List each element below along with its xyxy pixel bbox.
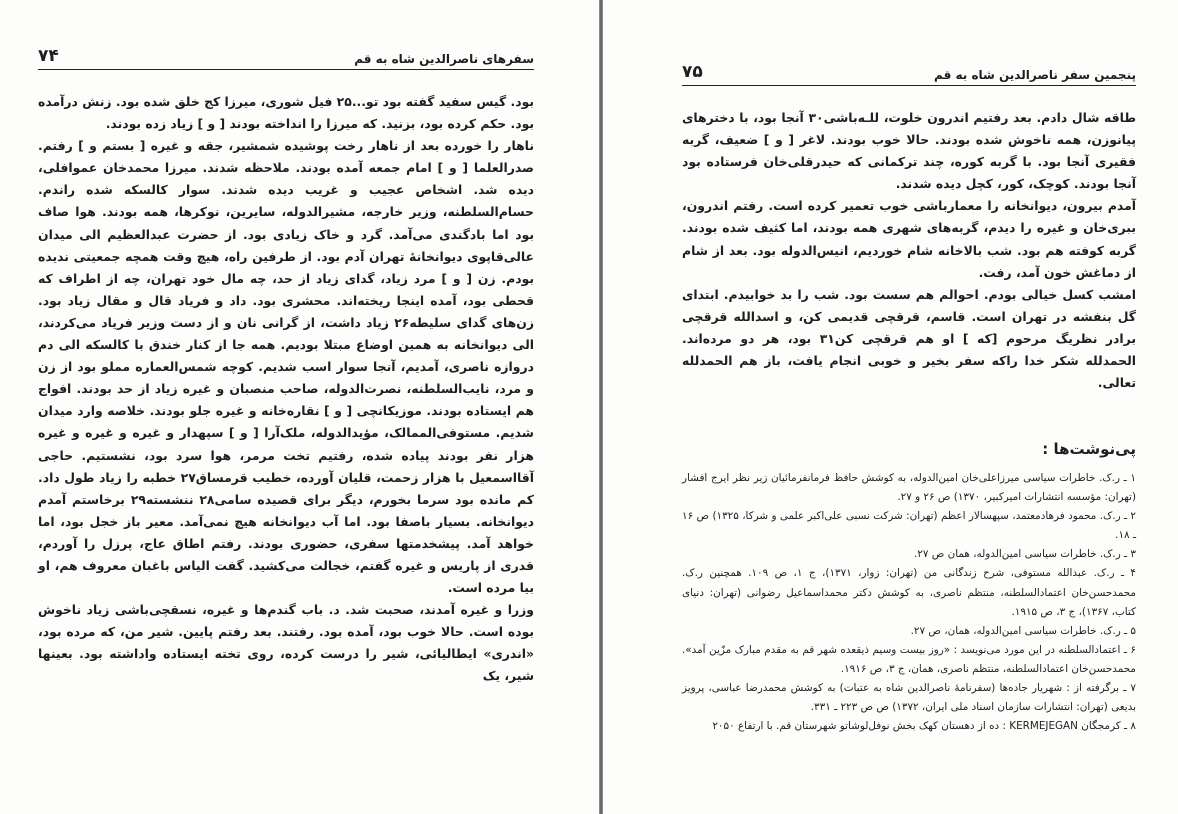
- footnote: ۲ ـ ر.ک. محمود فرهادمعتمد، سپهسالار اعظم (تهران: شرکت نسبی علی‌اکبر علمی و شرکا، ۱۳۲۵) ص ۱۶ ـ ۱۸.: [682, 510, 1136, 542]
- book-gutter: [599, 0, 603, 814]
- footnote: ۳ ـ ر.ک. خاطرات سیاسی امین‌الدوله، همان ص ۲۷.: [913, 548, 1136, 561]
- left-running-title: سفرهای ناصرالدین شاه به قم: [354, 52, 534, 66]
- right-page-header: [682, 62, 1136, 86]
- left-body-text: [38, 91, 534, 688]
- left-page-number: ۷۴: [38, 46, 59, 66]
- footnote: ۸ ـ کرمجگان KERMEJEGAN : ده از دهستان کهک بخش نوفل‌لوشاتو شهرستان قم. با ارتفاع ۲۰۵۰: [712, 720, 1136, 733]
- right-paragraph-2: آمدم بیرون، دیوانخانه را معمارباشی خوب تعمیر کرده است. رفتم اندرون، ببری‌خان و غیره را دیدم، گربه‌های شهری همه بودند، اما کثیف شده بودند. گربه کوفته هم بود. شب بالاخانه شام خوردیم، انیس‌الدوله بود. بعد از شام از دماغش خون آمد، رفت.: [682, 198, 1136, 280]
- footnotes: [682, 469, 1136, 736]
- right-body-text: [682, 107, 1136, 394]
- footnote: ۱ ـ ر.ک. خاطرات سیاسی میرزاعلی‌خان امین‌الدوله، به کوشش حافظ فرمانفرمائیان زیر نظر ایرج افشار (تهران: مؤسسه انتشارات امیرکبیر، ۱۳۷۰) ص ۲۶ و ۲۷.: [682, 472, 1136, 504]
- right-paragraph-3: امشب کسل خیالی بودم. احوالم هم سست بود. شب را بد خوابیدم. ابتدای گل بنفشه در تهران است. قاسم، قرقچی قدیمی کن، و اسدالله قرقچی برادر نظریگ مرحوم [که ] او هم قرقچی کن۳۱ بود، هر دو مرده‌اند. الحمدلله شکر خدا راکه سفر بخیر و خوبی انجام یافت، باز هم الحمدلله تعالی.: [682, 286, 1136, 391]
- left-paragraph-2: ناهار را خورده بعد از ناهار رخت پوشیده شمشیر، جقه و غیره [ بستم و ] رفتم. صدرالعلما [ و ] امام جمعه آمده بودند. ملاحظه شدند. میرزا محمدخان عموافلی، دیده شد. اشخاص عجیب و غریب دیده شدند. سوار کالسکه شده راندم. حسام‌السلطنه، وزیر خارجه، مشیرالدوله، سایرین، نوکرها، همه بودند. هوا صاف بود اما بادگندی می‌آمد. گرد و خاک زیادی بود. از حضرت عبدالعظیم الی میدان عالی‌قاپوی دیوانخانهٔ تهران آدم بود. از طرفین راه، هیچ وقت همچه جمعیتی ندیده بودم. زن [ و ] مرد زیاد، گدای زیاد از حد، چه مال خود تهران، چه از اطراف که قحطی بود، آمده اینجا ریخته‌اند. محشری بود. داد و فریاد قال و مقال زیاد بود. زن‌های گدای سلیطه۲۶ زیاد داشت، از گرانی نان و از دست وزیر فریاد می‌کردند، الی دیوانخانه به همین اوضاع مبتلا بودیم. همه جا از کنار خندق با کالسکه الی دم دروازه ناصری، آمدیم، آنجا سوار اسب شدیم. کوچه شمس‌العماره مملو بود از زن و مرد، نایب‌السلطنه، نصرت‌الدوله، صاحب منصبان و غیره زیاد از حد بودند. افواج هم ایستاده بودند. موزیکانچی [ و ] نقاره‌خانه و غیره جلو بودند. خلاصه وارد میدان شدیم. مستوفی‌الممالک، مؤیدالدوله، ملک‌آرا [ و ] سپهدار و غیره و غیره و غیره هزار نفر بودند پیاده شده، رفتیم تخت مرمر، هوا سرد بود، نشستیم. حاجی آقااسمعیل با هزار زحمت، قلیان آورده، خطیب قرمساق۲۷ خطبه را زیاد طول داد. کم مانده بود سرما بخورم، دیگر برای قصیده سامی۲۸ ننشسته۲۹ برخاستم آمدم دیوانخانه. بسیار باصفا بود. اما آب دیوانخانه هیچ نمی‌آمد. معیر باز خجل بود، اما خواهد آمد. پیشخدمتها سفری، حضوری بودند. رفتم اطاق عاج، پرزل را آوردم، قدری از پاریس و غیره گفتم، خجالت می‌کشید. گفت الیاس باغبان معروف هم، او بیا مرده است.: [38, 138, 534, 596]
- right-paragraph-1: طاقه شال دادم. بعد رفتیم اندرون خلوت، للـه‌باشی۳۰ آنجا بود، با دخترهای پیانوزن، همه ناخوش شده بودند. حالا خوب بودند. لاغر [ و ] ضعیف، گربه فقیری آنجا بود. با گربه کوره، چند ترکمانی که حیدرقلی‌خان فرستاده بود آنجا بودند. کوچک، کور، کچل دیده شدند.: [682, 110, 1136, 192]
- footnote: ۷ ـ برگرفته از : شهریار جاده‌ها (سفرنامهٔ ناصرالدین شاه به عتبات) به کوشش محمدرضا عباسی، پرویز بدیعی (تهران: انتشارات سازمان اسناد ملی ایران، ۱۳۷۲) ص ص ۲۲۳ ـ ۳۳۱.: [682, 682, 1136, 714]
- right-running-title: پنجمین سفر ناصرالدین شاه به قم: [934, 68, 1136, 82]
- footnote: ۴ ـ ر.ک. عبدالله مستوفی، شرح زندگانی من (تهران: زوار، ۱۳۷۱)، ج ۱، ص ۱۰۹. همچنین ر.ک. محمدحسن‌خان اعتمادالسلطنه، منتظم ناصری، به کوشش دکتر محمداسماعیل رضوانی (تهران: دنیای کتاب، ۱۳۶۷)، ج ۳، ص ۱۹۱۵.: [682, 567, 1136, 618]
- footnote: ۵ ـ ر.ک. خاطرات سیاسی امین‌الدوله، همان، ص ۲۷.: [910, 624, 1136, 637]
- left-paragraph-1: بود. گیس سفید گفته بود تو...۲۵ فیل شوری، میرزا کج خلق شده بود. زنش درآمده بود. حکم کرده بود، بزنید. که میرزا را انداخته بودند [ و ] زیاد زده بودند.: [38, 94, 534, 132]
- left-page-header: [38, 46, 534, 70]
- right-page-number: ۷۵: [682, 62, 703, 82]
- right-page: [606, 0, 1178, 814]
- notes-heading: پی‌نوشت‌ها :: [1042, 440, 1136, 458]
- footnote: ۶ ـ اعتمادالسلطنه در این مورد می‌نویسد : «روز بیست وسیم ذیقعده شهر قم به مقدم مبارک مزّین آمد». محمدحسن‌خان اعتمادالسلطنه، منتظم ناصری، همان، ج ۳، ص ۱۹۱۶.: [682, 643, 1136, 675]
- left-paragraph-3: وزرا و غیره آمدند، صحبت شد. د. باب گندم‌ها و غیره، نسقچی‌باشی زیاد ناخوش بوده است. حالا خوب بود، آمده بود. رفتند. بعد رفتم پایین. شیر من، که مرده بود، «اندری» ایطالیائی، شیر را درست کرده، روی تخته ایستاده واداشته بود. بعینها شیر، یک: [38, 602, 534, 684]
